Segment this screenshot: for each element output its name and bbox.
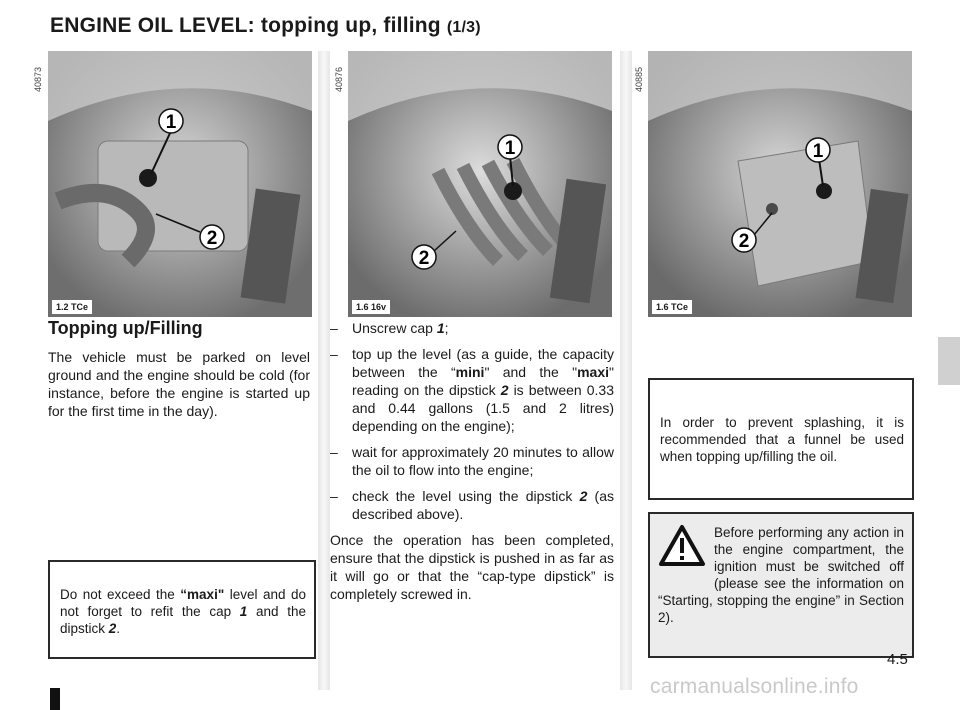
figure-code: 40885 (634, 66, 644, 92)
title-sub: (1/3) (446, 19, 481, 36)
warning-box (648, 512, 914, 658)
section-heading: Topping up/Filling (48, 318, 203, 338)
figure-code: 40876 (334, 66, 344, 92)
list-item: – top up the level (as a guide, the capacity between the “mini" and the "maxi" reading on the dipstick 2 is between 0.33 and 0.44 gallons (1.5 and 2 litres) depending on the engine); (330, 346, 614, 434)
watermark: carmanualsonline.info (650, 675, 859, 698)
title-main: ENGINE OIL LEVEL: topping up, filling (50, 14, 441, 37)
note-box (48, 560, 316, 659)
list-item: – wait for approximately 20 minutes to allow the oil to flow into the engine; (330, 444, 614, 478)
info-text: In order to prevent splashing, it is recommended that a funnel be used when topping up/filling the oil. (660, 415, 904, 464)
callout-1: 1 (165, 112, 177, 133)
engine-photo-2 (348, 51, 612, 317)
info-box (648, 378, 914, 500)
list-item: – check the level using the dipstick 2 (as described above). (330, 488, 614, 522)
warning-text: Before performing any action in the engine compartment, the ignition must be switched off (please see the information on “Starting, stopping the engine” in Section 2). (658, 525, 904, 625)
corner-mark (50, 688, 60, 710)
callout-1: 1 (504, 138, 516, 159)
callout-2: 2 (206, 228, 218, 249)
page-number: 4.5 (887, 651, 908, 668)
figure-code: 40873 (33, 66, 43, 92)
column-divider (620, 51, 632, 690)
list-item: – Unscrew cap 1; (330, 320, 449, 336)
callout-2: 2 (738, 231, 750, 252)
engine-label: 1.6 TCe (652, 300, 692, 314)
callout-2: 2 (418, 248, 430, 269)
note-text: Do not exceed the “maxi" level and do not forget to refit the cap 1 and the dipstick 2. (60, 587, 307, 636)
engine-photo-1 (48, 51, 312, 317)
column-divider (318, 51, 330, 690)
closing-paragraph: Once the operation has been completed, ensure that the dipstick is pushed in as far as it will go or that the “cap-type dipstick” is completely screwed in. (330, 532, 614, 602)
intro-paragraph: The vehicle must be parked on level ground and the engine should be cold (for instance, before the engine is started up for the first time in the day). (48, 349, 310, 419)
engine-label: 1.6 16v (352, 300, 390, 314)
engine-label: 1.2 TCe (52, 300, 92, 314)
step-list (330, 319, 614, 603)
callout-1: 1 (812, 141, 824, 162)
engine-photo-3 (648, 51, 912, 317)
section-tab (938, 337, 960, 385)
page-title (50, 14, 481, 38)
